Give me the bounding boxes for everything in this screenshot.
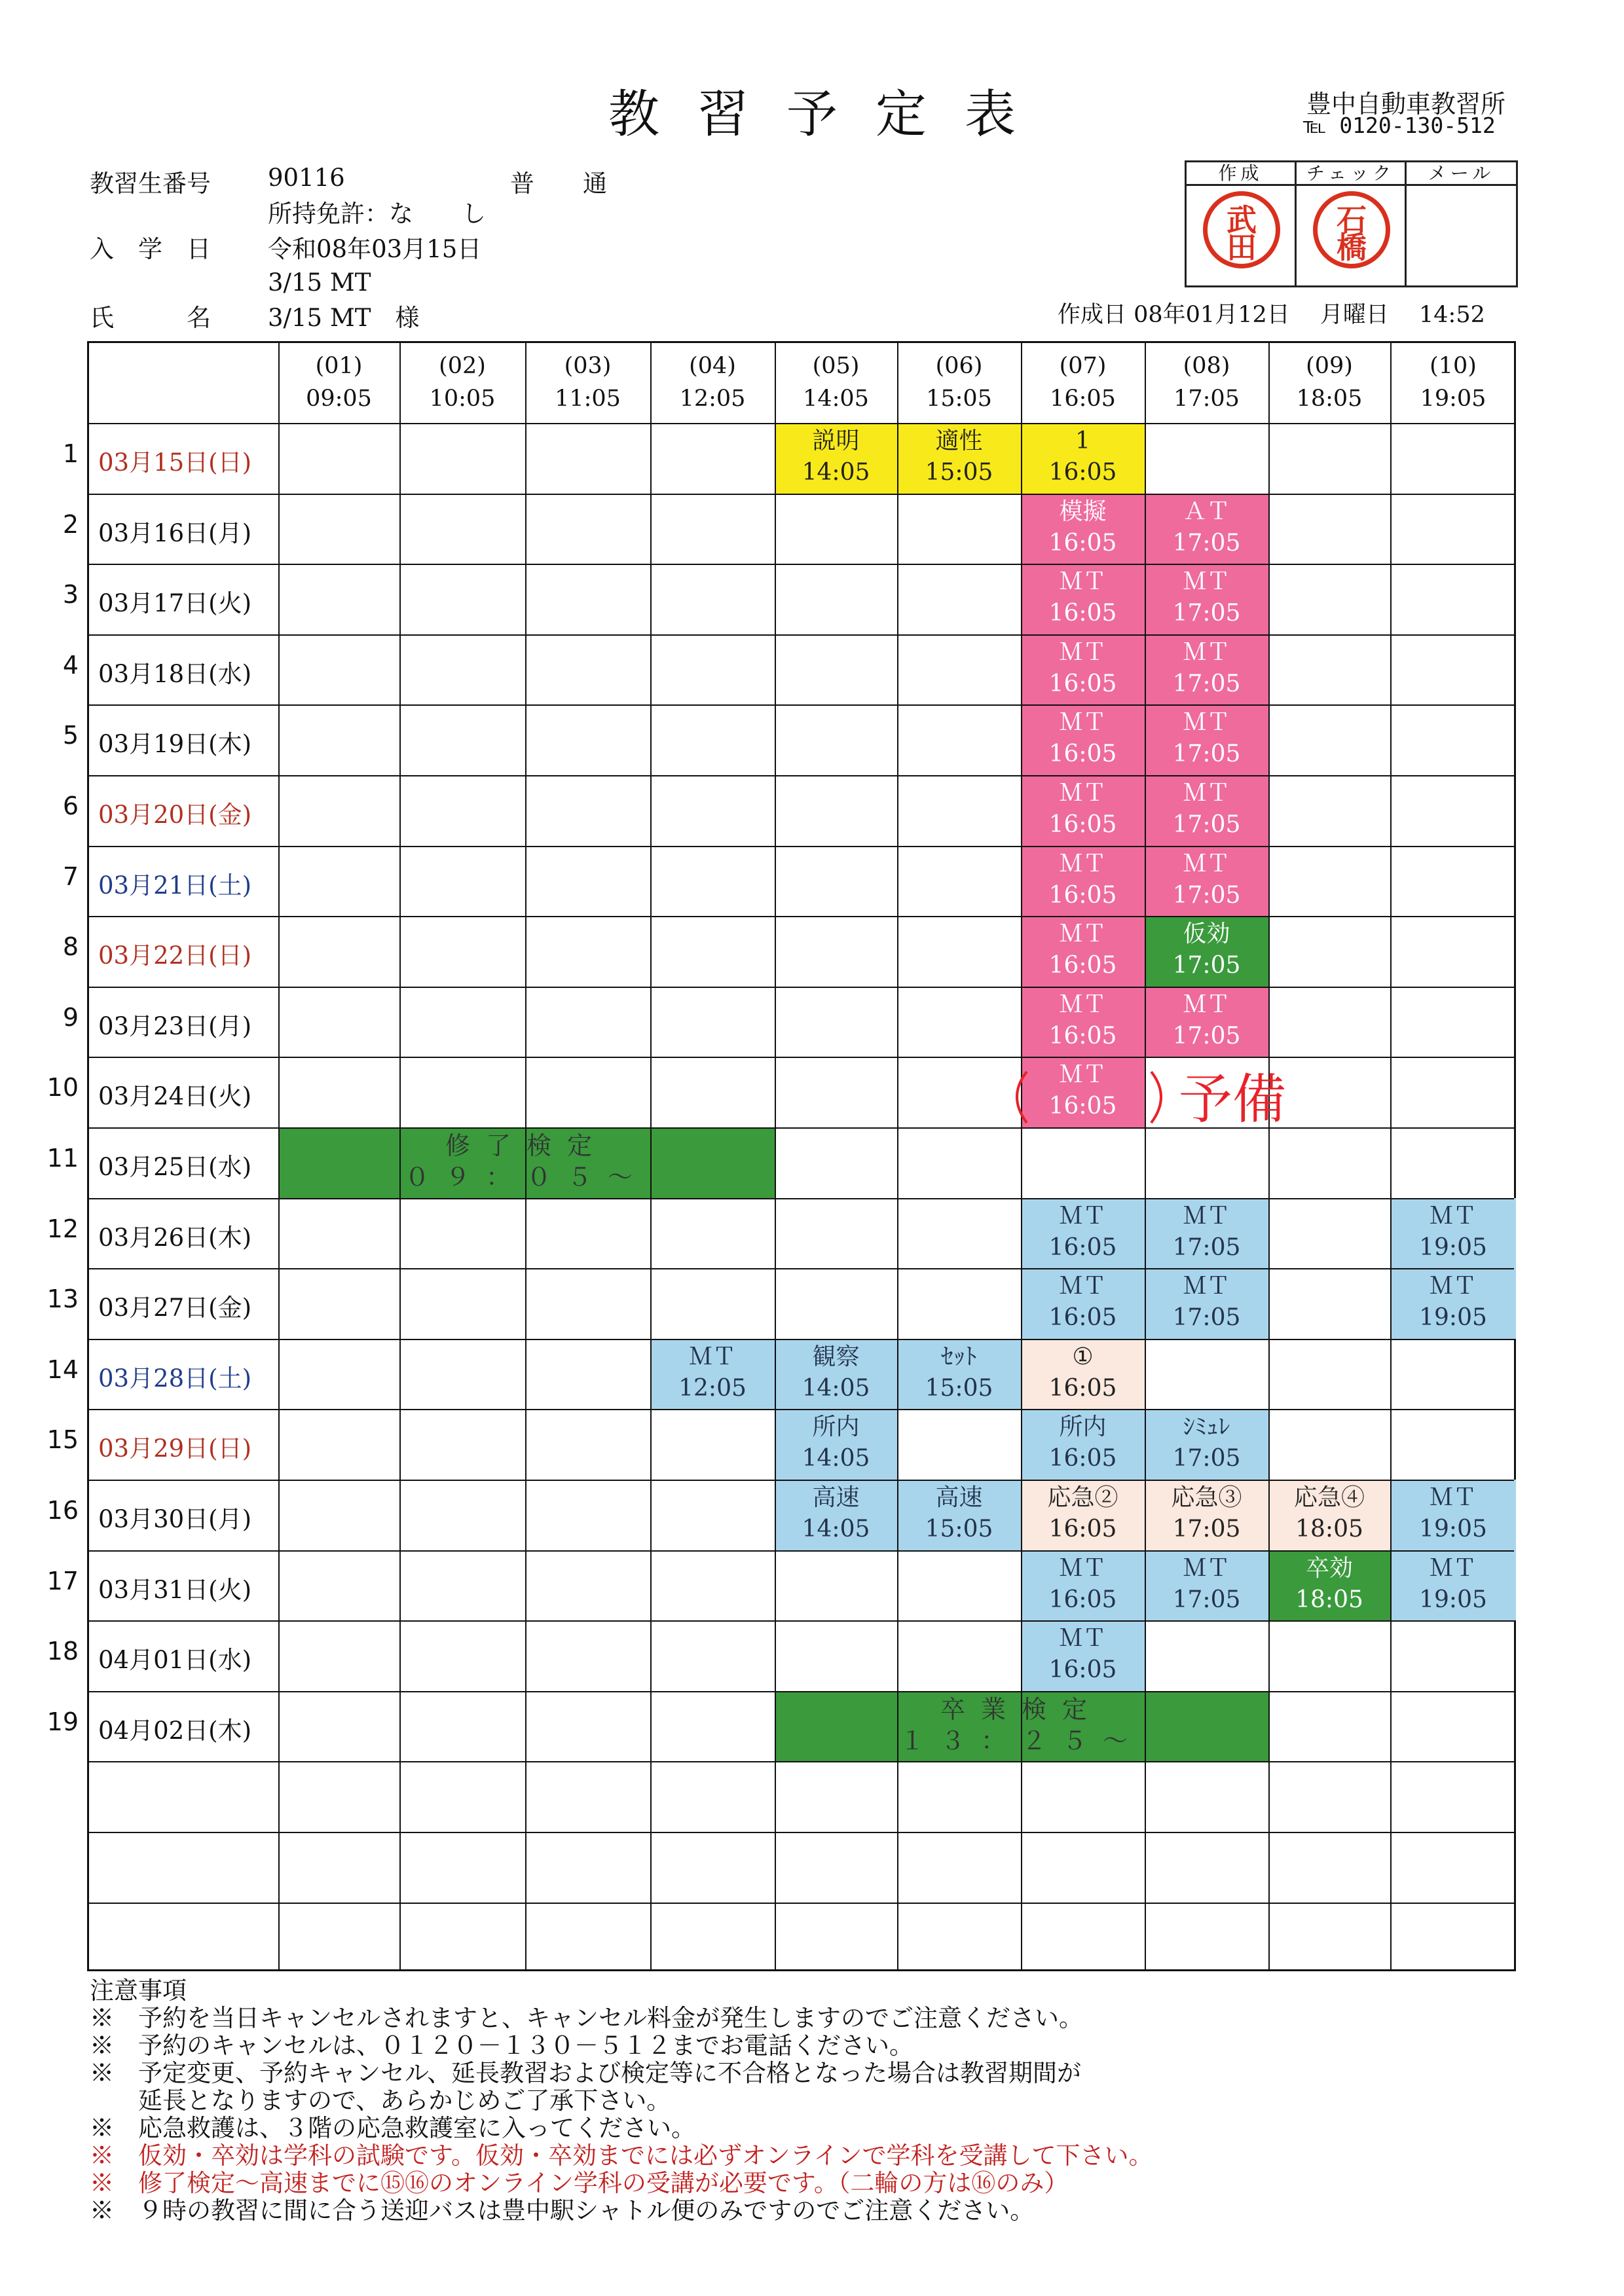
grid-divider [89,704,1514,706]
lesson-cell[interactable]: ＭＴ 16:05 [1021,846,1145,917]
lesson-cell[interactable]: ｼﾐｭﾚ 17:05 [1145,1409,1268,1480]
row-date: 03月22日(日) [98,941,252,970]
row-number: 13 [46,1285,79,1314]
row-number: 11 [46,1144,79,1173]
grid-divider [89,634,1514,636]
notes-heading: 注意事項 [90,1977,187,2005]
lesson-cell[interactable]: ＭＴ 17:05 [1145,987,1268,1057]
lesson-cell[interactable]: 1 16:05 [1021,423,1145,494]
column-header: (06) 15:05 [926,353,992,412]
note-item: ※ 仮効・卒効は学科の試験です。仮効・卒効までには必ずオンラインで学科を受講して下さい。 [90,2141,1153,2170]
lesson-cell[interactable]: ＭＴ 17:05 [1145,634,1268,705]
lesson-cell[interactable]: 模擬 16:05 [1021,494,1145,564]
lesson-cell[interactable]: ＭＴ 17:05 [1145,1268,1268,1339]
row-date: 03月26日(木) [98,1223,252,1252]
class-line: 3/15 MT [268,268,371,297]
row-number: 19 [46,1707,79,1736]
grid-divider [1145,343,1146,1969]
grid-divider [89,1832,1514,1833]
lesson-cell[interactable]: ＭＴ 17:05 [1145,846,1268,917]
note-item: ※ ９時の教習に間に合う送迎バスは豊中駅シャトル便のみですのでご注意ください。 [90,2196,1035,2225]
grid-divider [89,1480,1514,1481]
lesson-cell[interactable]: 仮効 17:05 [1145,916,1268,987]
exam-cell[interactable]: 修了検定 ０９：０５～ [278,1127,775,1198]
row-date: 03月18日(水) [98,659,252,688]
row-number: 15 [46,1425,79,1455]
lesson-cell[interactable]: 応急② 16:05 [1021,1480,1145,1550]
lesson-cell[interactable]: 適性 15:05 [897,423,1021,494]
grid-divider [89,987,1514,988]
grid-divider [89,1550,1514,1552]
row-date: 04月01日(水) [98,1646,252,1675]
note-item: ※ 予約を当日キャンセルされますと、キャンセル料金が発生しますのでご注意ください。 [90,2004,1083,2032]
name-label: 氏 名 [90,304,211,332]
page-title: 教習予定表 [608,85,1054,144]
lesson-cell[interactable]: ＭＴ 16:05 [1021,1057,1145,1127]
course-type: 普 通 [510,170,607,198]
column-header: (03) 11:05 [555,353,621,412]
row-date: 03月28日(土) [98,1364,252,1393]
lesson-cell[interactable]: ＡＴ 17:05 [1145,494,1268,564]
exam-cell[interactable]: 卒業検定 １３：２５～ [775,1691,1268,1762]
grid-divider [650,343,652,1969]
lesson-cell[interactable]: ＭＴ 17:05 [1145,1550,1268,1621]
lesson-cell[interactable]: ＭＴ 12:05 [650,1339,775,1410]
approval-stamps [1185,160,1518,287]
row-date: 03月15日(日) [98,448,252,477]
lesson-cell[interactable]: 応急③ 17:05 [1145,1480,1268,1550]
seal-ishibashi-icon: 石 橋 [1313,191,1390,268]
lesson-cell[interactable]: ｾｯﾄ 15:05 [897,1339,1021,1410]
row-date: 03月27日(金) [98,1294,252,1322]
schedule-table [87,341,1516,1971]
grid-divider [89,1903,1514,1904]
row-number: 8 [62,932,79,962]
column-header: (09) 18:05 [1296,353,1363,412]
column-header: (01) 09:05 [306,353,372,412]
row-date: 03月19日(木) [98,730,252,759]
row-number: 10 [46,1073,79,1102]
lesson-cell[interactable]: ＭＴ 17:05 [1145,775,1268,846]
note-item: ※ 予定変更、予約キャンセル、延長教習および検定等に不合格となった場合は教習期間が [90,2059,1082,2087]
grid-divider [89,1409,1514,1410]
grid-divider [89,1620,1514,1622]
lesson-cell[interactable]: ＭＴ 19:05 [1390,1198,1516,1269]
note-item: ※ 予約のキャンセルは、０１２０－１３０－５１２までお電話ください。 [90,2032,913,2060]
row-number: 6 [62,792,79,820]
lesson-cell[interactable]: ＭＴ 17:05 [1145,564,1268,634]
lesson-cell[interactable]: 卒効 18:05 [1268,1550,1390,1621]
row-date: 03月25日(水) [98,1153,252,1181]
lesson-cell[interactable]: ① 16:05 [1021,1339,1145,1410]
column-header: (08) 17:05 [1173,353,1240,412]
lesson-cell[interactable]: ＭＴ 16:05 [1021,564,1145,634]
row-date: 03月20日(金) [98,801,252,829]
grid-divider [897,343,898,1969]
row-number: 14 [46,1355,79,1384]
grid-divider [89,1198,1514,1199]
grid-divider [89,1268,1514,1269]
lesson-cell[interactable]: 所内 16:05 [1021,1409,1145,1480]
lesson-cell[interactable]: ＭＴ 16:05 [1021,1198,1145,1269]
row-number: 5 [62,721,79,750]
student-name: 3/15 MT 様 [268,304,420,332]
grid-divider [89,1339,1514,1340]
note-item: 延長となりますので、あらかじめご了承下さい。 [90,2086,671,2115]
lesson-cell[interactable]: ＭＴ 16:05 [1021,775,1145,846]
grid-divider [1390,343,1392,1969]
row-number: 9 [62,1002,79,1032]
row-date: 04月02日(木) [98,1716,252,1745]
lesson-cell[interactable]: ＭＴ 19:05 [1390,1550,1516,1621]
grid-divider [278,343,280,1969]
grid-divider [89,1691,1514,1692]
grid-divider [1268,343,1270,1969]
note-item: ※ 応急救護は、３階の応急救護室に入ってください。 [90,2114,695,2142]
lesson-cell[interactable]: ＭＴ 17:05 [1145,1198,1268,1269]
stamp-check [1297,162,1407,285]
student-number-label: 教習生番号 [90,170,211,198]
grid-divider [89,775,1514,776]
lesson-cell[interactable]: 説明 14:05 [775,423,897,494]
note-item: ※ 修了検定～高速までに⑮⑯のオンライン学科の受講が必要です。（二輪の方は⑯のみ） [90,2169,1069,2197]
lesson-cell[interactable]: ＭＴ 16:05 [1021,916,1145,987]
student-number: 90116 [268,164,345,192]
grid-divider [775,343,776,1969]
row-date: 03月24日(火) [98,1082,252,1111]
seal-takeda-icon: 武 田 [1203,191,1280,268]
row-number: 16 [46,1496,79,1525]
lesson-cell[interactable]: 所内 14:05 [775,1409,897,1480]
lesson-cell[interactable]: ＭＴ 19:05 [1390,1480,1516,1550]
column-header: (07) 16:05 [1050,353,1116,412]
row-number: 12 [46,1214,79,1243]
grid-divider [89,916,1514,917]
grid-divider [399,343,401,1969]
school-phone: ℡ 0120-130-512 [1303,113,1496,138]
held-license: 所持免許：な し [268,200,486,228]
column-header: (05) 14:05 [803,353,869,412]
lesson-cell[interactable]: 高速 15:05 [897,1480,1021,1550]
row-number: 18 [46,1637,79,1666]
lesson-cell[interactable]: ＭＴ 16:05 [1021,1268,1145,1339]
grid-divider [89,1057,1514,1058]
stamp-check-label: チェック [1297,162,1405,186]
reserve-text: 予備 [1179,1068,1287,1131]
grid-divider [525,343,526,1969]
row-number: 4 [62,650,79,680]
row-date: 03月31日(火) [98,1575,252,1604]
lesson-cell[interactable]: ＭＴ 16:05 [1021,634,1145,705]
column-header: (04) 12:05 [679,353,746,412]
stamp-created [1187,162,1297,285]
enroll-label: 入 学 日 [90,235,211,263]
lesson-cell[interactable]: 観察 14:05 [775,1339,897,1410]
created-date: 作成日 08年01月12日 月曜日 14:52 [1058,302,1485,328]
lesson-cell[interactable]: ＭＴ 16:05 [1021,987,1145,1057]
row-date: 03月17日(火) [98,589,252,618]
handwritten-reserve-note [1002,1057,1290,1136]
lesson-cell[interactable]: ＭＴ 16:05 [1021,704,1145,775]
grid-divider [89,494,1514,495]
notes-list [90,2005,1153,2225]
column-header: (10) 19:05 [1420,353,1486,412]
row-number: 3 [62,580,79,610]
grid-divider [1021,343,1022,1969]
row-number: 1 [62,439,79,468]
row-number: 2 [62,509,79,539]
column-header: (02) 10:05 [429,353,496,412]
grid-divider [89,564,1514,565]
row-date: 03月30日(月) [98,1505,252,1533]
stamp-mail [1407,162,1516,285]
enroll-date: 令和08年03月15日 [268,235,482,263]
notes-section [90,1977,1153,2225]
grid-divider [89,1761,1514,1762]
lesson-cell[interactable]: ＭＴ 17:05 [1145,704,1268,775]
grid-divider [89,1127,1514,1129]
lesson-cell[interactable]: 応急④ 18:05 [1268,1480,1390,1550]
stamp-created-label: 作成 [1187,162,1295,186]
grid-divider [89,423,1514,424]
lesson-cell[interactable]: 高速 14:05 [775,1480,897,1550]
row-date: 03月23日(月) [98,1011,252,1040]
stamp-mail-label: メール [1407,162,1516,186]
row-date: 03月29日(日) [98,1434,252,1463]
lesson-cell[interactable]: ＭＴ 19:05 [1390,1268,1516,1339]
row-number: 17 [46,1566,79,1595]
row-date: 03月21日(土) [98,871,252,900]
lesson-cell[interactable]: ＭＴ 16:05 [1021,1550,1145,1621]
grid-divider [89,846,1514,847]
row-date: 03月16日(月) [98,519,252,547]
row-number: 7 [62,862,79,891]
lesson-cell[interactable]: ＭＴ 16:05 [1021,1620,1145,1691]
school-name: 豊中自動車教習所 [1306,90,1506,118]
